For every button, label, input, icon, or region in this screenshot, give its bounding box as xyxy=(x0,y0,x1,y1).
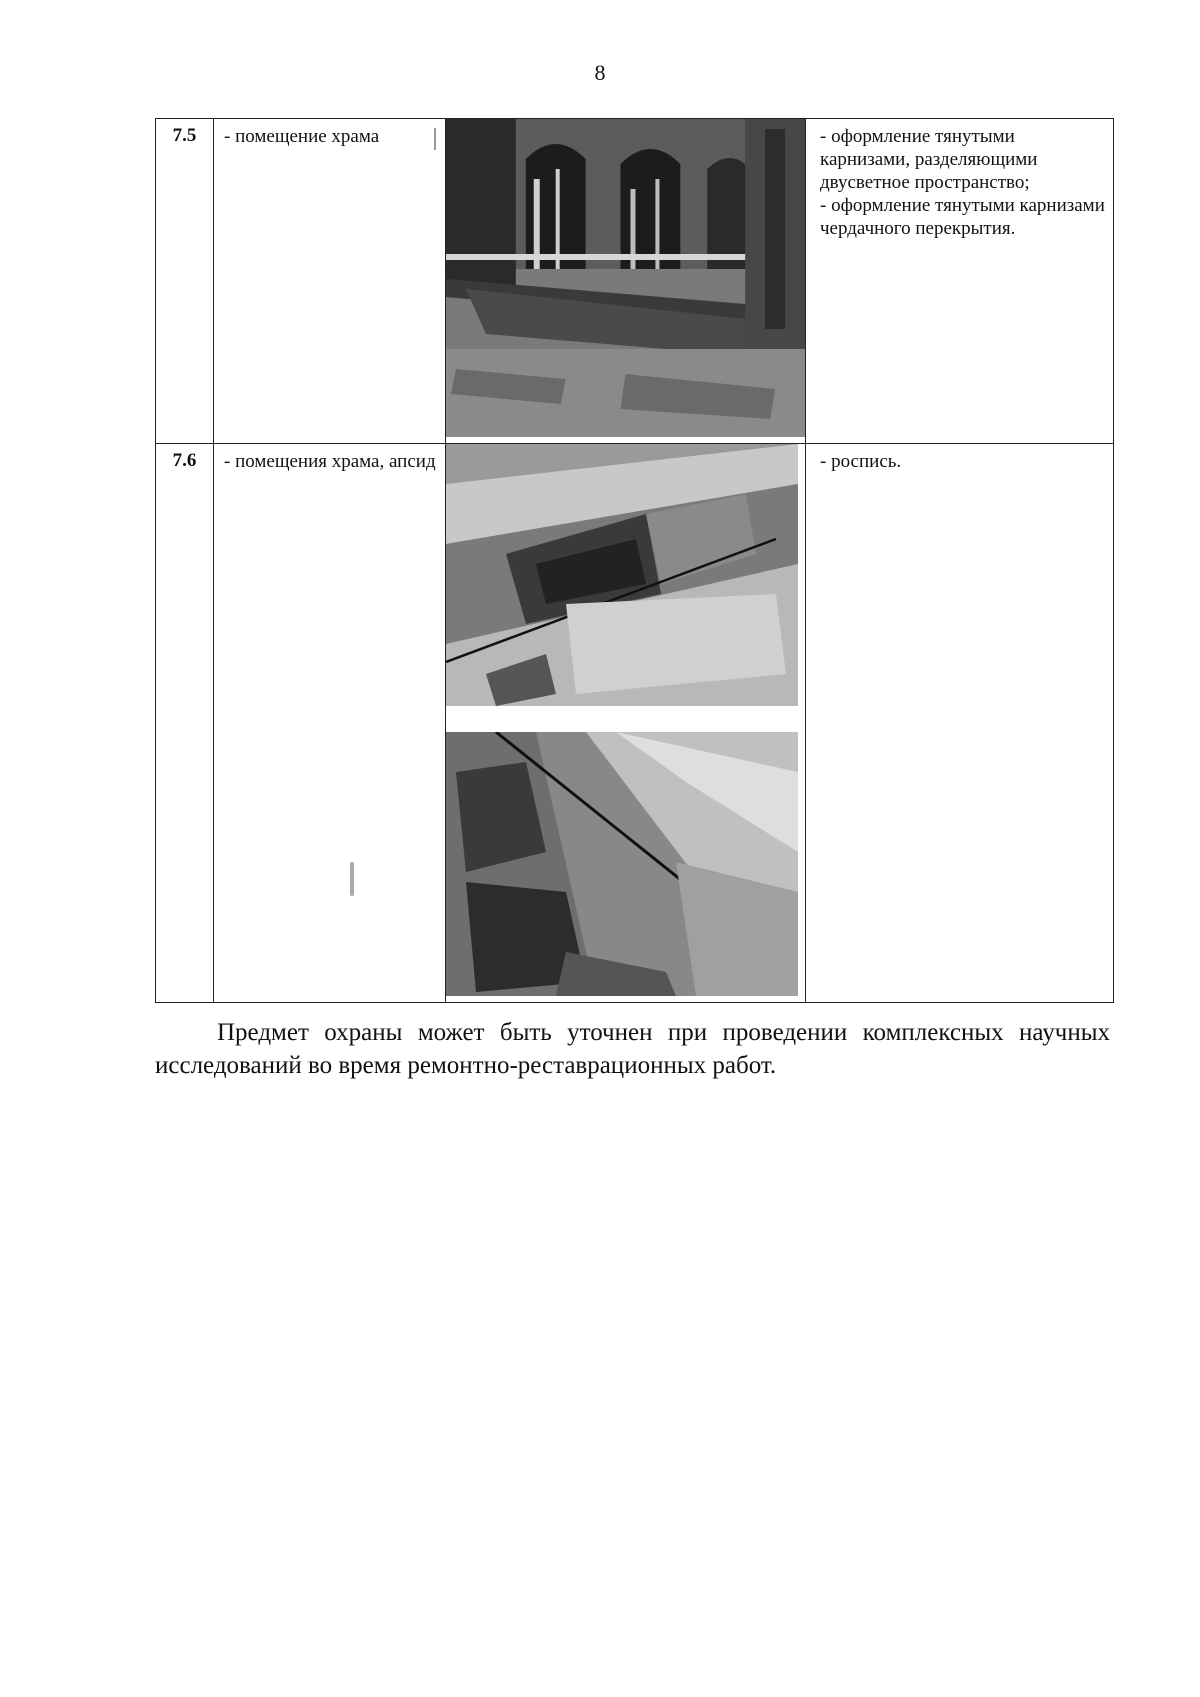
scan-artifact xyxy=(434,128,436,150)
location-cell: - помещения храма, апсид xyxy=(214,444,446,1003)
scan-artifact xyxy=(350,862,354,896)
church-interior-photo xyxy=(446,119,805,437)
protection-subject-table xyxy=(155,118,1114,1003)
description-cell xyxy=(806,444,1114,1003)
table-row xyxy=(156,444,1114,1003)
apse-painting-photo-1 xyxy=(446,444,798,706)
photo-cell xyxy=(446,444,806,1003)
photo-separator xyxy=(446,706,805,732)
closing-paragraph: Предмет охраны может быть уточнен при проведении комплексных научных исследований во время ремонтно-реставрационных работ. xyxy=(155,1019,1110,1079)
row-number: 7.5 xyxy=(156,119,214,444)
photo-cell xyxy=(446,119,806,444)
apse-painting-photo-2 xyxy=(446,732,798,996)
location-cell: - помещение храма xyxy=(214,119,446,444)
description-text: - оформление тянутыми карнизами, разделяющими двусветное пространство; - оформление тянутыми карнизами чердачного перекрытия. xyxy=(820,126,1105,239)
description-text: - роспись. xyxy=(820,451,902,472)
row-number: 7.6 xyxy=(156,444,214,1003)
page-number: 8 xyxy=(594,60,606,85)
table-row xyxy=(156,119,1114,444)
description-cell xyxy=(806,119,1114,444)
